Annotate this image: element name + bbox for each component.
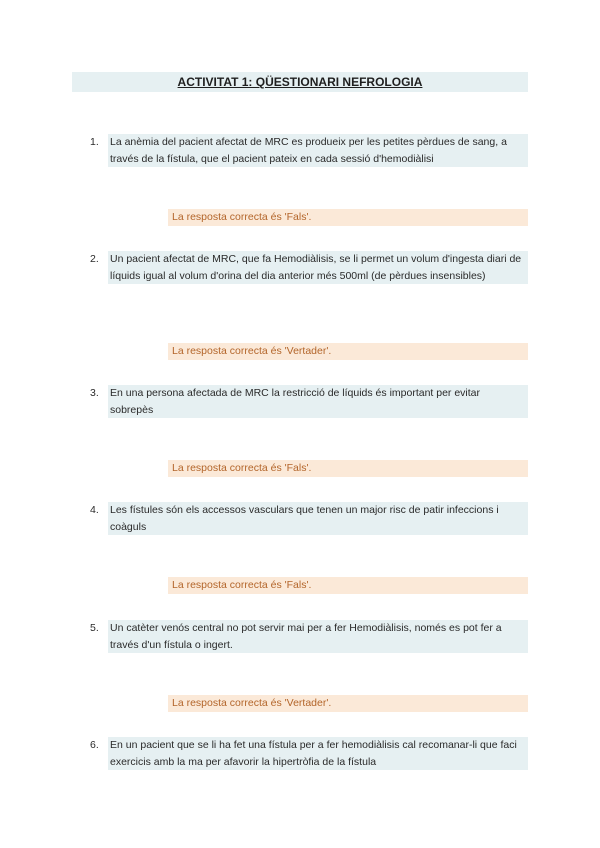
answer-3: La resposta correcta és 'Fals'. xyxy=(168,460,528,477)
question-2 xyxy=(90,251,528,284)
question-number: 2. xyxy=(90,253,99,265)
answer-4: La resposta correcta és 'Fals'. xyxy=(168,577,528,594)
question-number: 5. xyxy=(90,622,99,634)
answer-2: La resposta correcta és 'Vertader'. xyxy=(168,343,528,360)
question-text: Un pacient afectat de MRC, que fa Hemodiàlisis, se li permet un volum d'ingesta diari de líquids igual al volum d'orina del dia anterior més 500ml (de pèrdues insensibles) xyxy=(108,251,528,284)
question-4 xyxy=(90,502,528,535)
question-text: La anèmia del pacient afectat de MRC es produeix per les petites pèrdues de sang, a través de la fístula, que el pacient pateix en cada sessió d'hemodiàlisi xyxy=(108,134,528,167)
question-6 xyxy=(90,737,528,770)
question-text: Un catèter venós central no pot servir mai per a fer Hemodiàlisis, només es pot fer a través d'un fístula o ingert. xyxy=(108,620,528,653)
question-number: 3. xyxy=(90,387,99,399)
question-text: En un pacient que se li ha fet una fístula per a fer hemodiàlisis cal recomanar-li que faci exercicis amb la ma per afavorir la hipertròfia de la fístula xyxy=(108,737,528,770)
question-text: Les fístules són els accessos vasculars que tenen un major risc de patir infeccions i coàguls xyxy=(108,502,528,535)
question-number: 4. xyxy=(90,504,99,516)
page-title: ACTIVITAT 1: QÜESTIONARI NEFROLOGIA xyxy=(72,72,528,92)
question-number: 6. xyxy=(90,739,99,751)
answer-5: La resposta correcta és 'Vertader'. xyxy=(168,695,528,712)
question-text: En una persona afectada de MRC la restricció de líquids és important per evitar sobrepès xyxy=(108,385,528,418)
question-1 xyxy=(90,134,528,167)
question-3 xyxy=(90,385,528,418)
answer-1: La resposta correcta és 'Fals'. xyxy=(168,209,528,226)
question-5 xyxy=(90,620,528,653)
question-number: 1. xyxy=(90,136,99,148)
